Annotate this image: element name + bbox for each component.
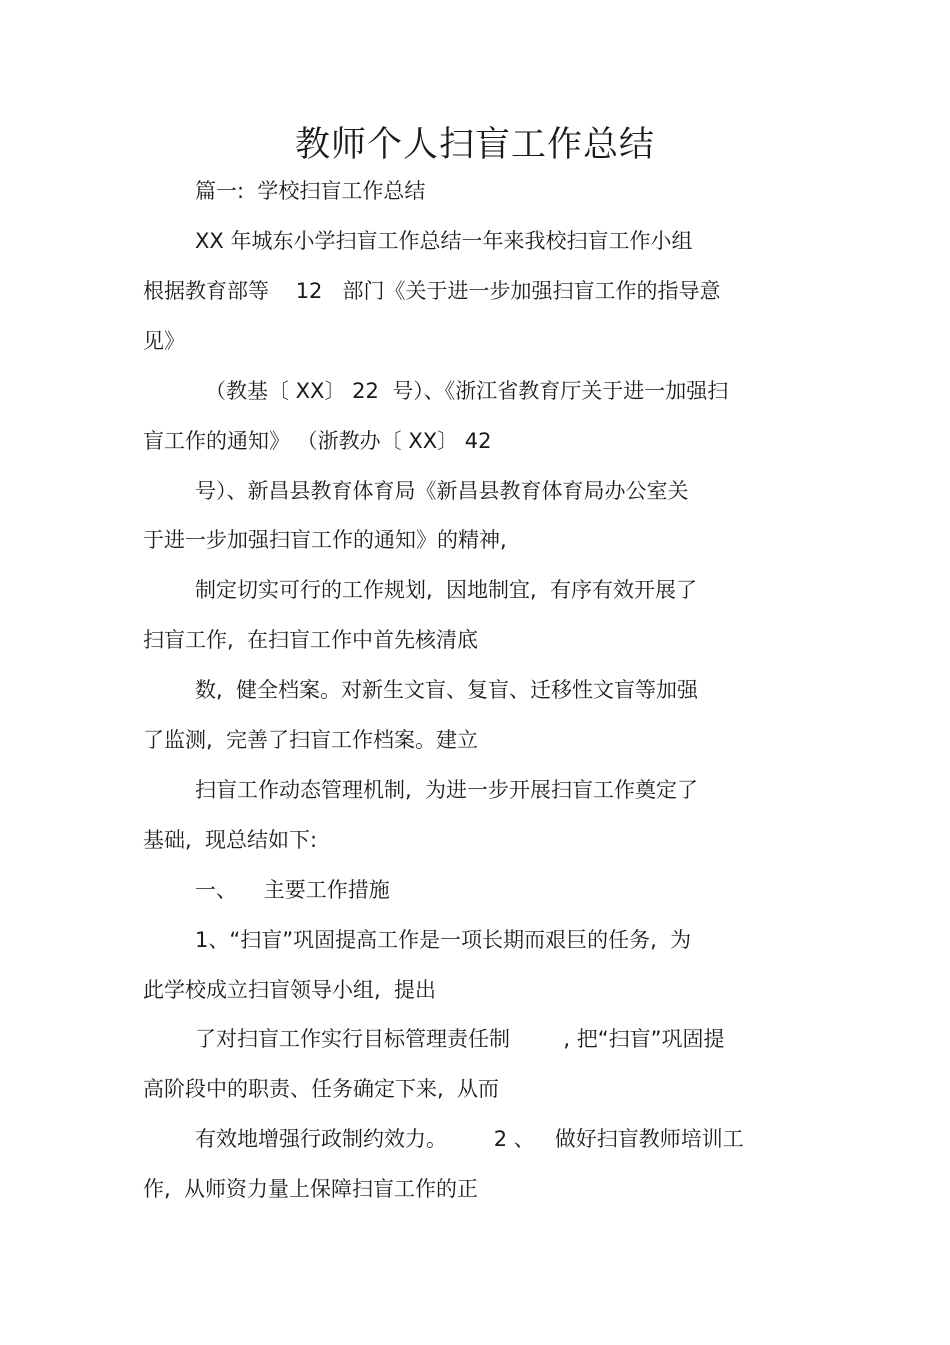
paragraph-line: 扫盲工作动态管理机制, 为进一步开展扫盲工作奠定了 xyxy=(195,778,699,802)
paragraph-line: （教基〔 XX〕 22 号）、《浙江省教育厅关于进一加强扫 xyxy=(205,379,729,403)
paragraph-line: 于进一步加强扫盲工作的通知》的精神, xyxy=(143,528,507,552)
paragraph-line: 1、“扫盲”巩固提高工作是一项长期而艰巨的任务, 为 xyxy=(195,928,692,952)
paragraph-line: 有效地增强行政制约效力。 2 、 做好扫盲教师培训工 xyxy=(195,1127,744,1151)
section-heading: 一、 主要工作措施 xyxy=(195,878,390,902)
paragraph-line: 此学校成立扫盲领导小组, 提出 xyxy=(143,978,437,1002)
paragraph-line: 扫盲工作, 在扫盲工作中首先核清底 xyxy=(143,628,479,652)
section-heading: 篇一: 学校扫盲工作总结 xyxy=(195,179,426,203)
paragraph-line: 见》 xyxy=(143,329,185,353)
paragraph-line: 盲工作的通知》 （浙教办〔 XX〕 42 xyxy=(143,429,492,453)
paragraph-line: 根据教育部等 12 部门《关于进一步加强扫盲工作的指导意 xyxy=(143,279,721,303)
paragraph-line: 制定切实可行的工作规划, 因地制宜, 有序有效开展了 xyxy=(195,578,698,602)
paragraph-line: XX 年城东小学扫盲工作总结一年来我校扫盲工作小组 xyxy=(195,229,693,253)
document-title: 教师个人扫盲工作总结 xyxy=(294,125,655,165)
paragraph-line: 作, 从师资力量上保障扫盲工作的正 xyxy=(143,1177,479,1201)
paragraph-line: 号）、新昌县教育体育局《新昌县教育体育局办公室关 xyxy=(195,479,689,503)
paragraph-line: 了对扫盲工作实行目标管理责任制 , 把“扫盲”巩固提 xyxy=(195,1027,725,1051)
paragraph-line: 高阶段中的职责、任务确定下来, 从而 xyxy=(143,1077,500,1101)
paragraph-line: 数, 健全档案。对新生文盲、复盲、迁移性文盲等加强 xyxy=(195,678,699,702)
paragraph-line: 基础, 现总结如下: xyxy=(143,828,318,852)
paragraph-line: 了监测, 完善了扫盲工作档案。建立 xyxy=(143,728,479,752)
